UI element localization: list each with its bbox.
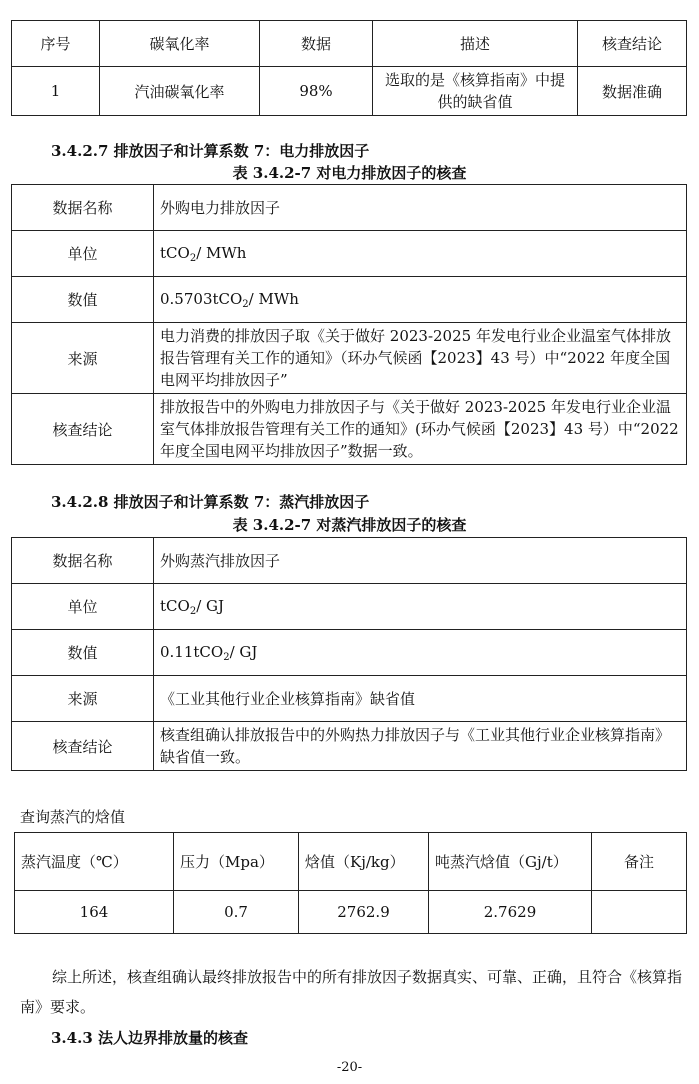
row-label: 来源 [12, 676, 154, 722]
table-caption-electricity: 表 3.4.2-7 对电力排放因子的核查 [232, 164, 467, 182]
header-steam-temperature: 蒸汽温度（℃） [15, 833, 174, 891]
cell-remarks [592, 891, 687, 934]
table-row [12, 722, 687, 771]
row-value: tCO$_2$/ MWh [154, 231, 687, 277]
table-row [12, 538, 687, 584]
table-row [12, 231, 687, 277]
electricity-factor-table [11, 184, 687, 465]
row-value: 电力消费的排放因子取《关于做好 2023-2025 年发电行业企业温室气体排放报告管理有关工作的通知》（环办气候函【2023】43 号）中“2022 年度全国电网平均排放因子” [154, 323, 687, 394]
summary-paragraph: 综上所述，核查组确认最终排放报告中的所有排放因子数据真实、可靠、正确，且符合《核算指南》要求。 [20, 968, 683, 1016]
header-serial: 序号 [12, 21, 100, 67]
header-pressure: 压力（Mpa） [174, 833, 299, 891]
steam-factor-table [11, 537, 687, 771]
row-label: 数据名称 [12, 185, 154, 231]
table-row [12, 630, 687, 676]
header-remarks: 备注 [592, 833, 687, 891]
row-label: 数据名称 [12, 538, 154, 584]
table-row [12, 277, 687, 323]
steam-enthalpy-table [14, 832, 687, 934]
row-label: 单位 [12, 231, 154, 277]
page-number: -20- [336, 1060, 363, 1075]
row-value: 《工业其他行业企业核算指南》缺省值 [154, 676, 687, 722]
table-row [12, 394, 687, 465]
row-value: 排放报告中的外购电力排放因子与《关于做好 2023-2025 年发电行业企业温室气体排放报告管理有关工作的通知》(环办气候函【2023】43 号）中“2022 年度全国电网平均排放因子”数据一致。 [154, 394, 687, 465]
row-label: 来源 [12, 323, 154, 394]
cell-ton-enthalpy: 2.7629 [429, 891, 592, 934]
row-value: 核查组确认排放报告中的外购热力排放因子与《工业其他行业企业核算指南》缺省值一致。 [154, 722, 687, 771]
row-label: 核查结论 [12, 394, 154, 465]
section-heading-boundary: 3.4.3 法人边界排放量的核查 [51, 1029, 248, 1047]
header-ton-enthalpy: 吨蒸汽焓值（Gj/t） [429, 833, 592, 891]
table-row [15, 891, 687, 934]
row-label: 单位 [12, 584, 154, 630]
table-row [12, 323, 687, 394]
row-value: tCO$_2$/ GJ [154, 584, 687, 630]
row-label: 数值 [12, 630, 154, 676]
header-description: 描述 [373, 21, 578, 67]
row-label: 核查结论 [12, 722, 154, 771]
steam-query-title: 查询蒸汽的焓值 [20, 808, 126, 826]
table-row [12, 67, 687, 116]
cell-enthalpy: 2762.9 [299, 891, 429, 934]
row-value: 外购蒸汽排放因子 [154, 538, 687, 584]
header-conclusion: 核查结论 [578, 21, 687, 67]
section-heading-steam: 3.4.2.8 排放因子和计算系数 7：蒸汽排放因子 [51, 493, 370, 511]
table-row [12, 676, 687, 722]
cell-description: 选取的是《核算指南》中提供的缺省值 [373, 67, 578, 116]
header-data: 数据 [260, 21, 373, 67]
row-label: 数值 [12, 277, 154, 323]
table-row [12, 185, 687, 231]
row-value: 0.5703tCO$_2$/ MWh [154, 277, 687, 323]
header-enthalpy: 焓值（Kj/kg） [299, 833, 429, 891]
cell-conclusion: 数据准确 [578, 67, 687, 116]
row-value: 外购电力排放因子 [154, 185, 687, 231]
table-caption-steam: 表 3.4.2-7 对蒸汽排放因子的核查 [232, 516, 467, 534]
cell-serial: 1 [12, 67, 100, 116]
table-row [12, 584, 687, 630]
oxidation-rate-table [11, 20, 687, 116]
section-heading-electricity: 3.4.2.7 排放因子和计算系数 7：电力排放因子 [51, 142, 370, 160]
cell-oxidation-rate: 汽油碳氧化率 [100, 67, 260, 116]
row-value: 0.11tCO$_2$/ GJ [154, 630, 687, 676]
header-oxidation-rate: 碳氧化率 [100, 21, 260, 67]
cell-pressure: 0.7 [174, 891, 299, 934]
cell-data: 98% [260, 67, 373, 116]
cell-steam-temperature: 164 [15, 891, 174, 934]
